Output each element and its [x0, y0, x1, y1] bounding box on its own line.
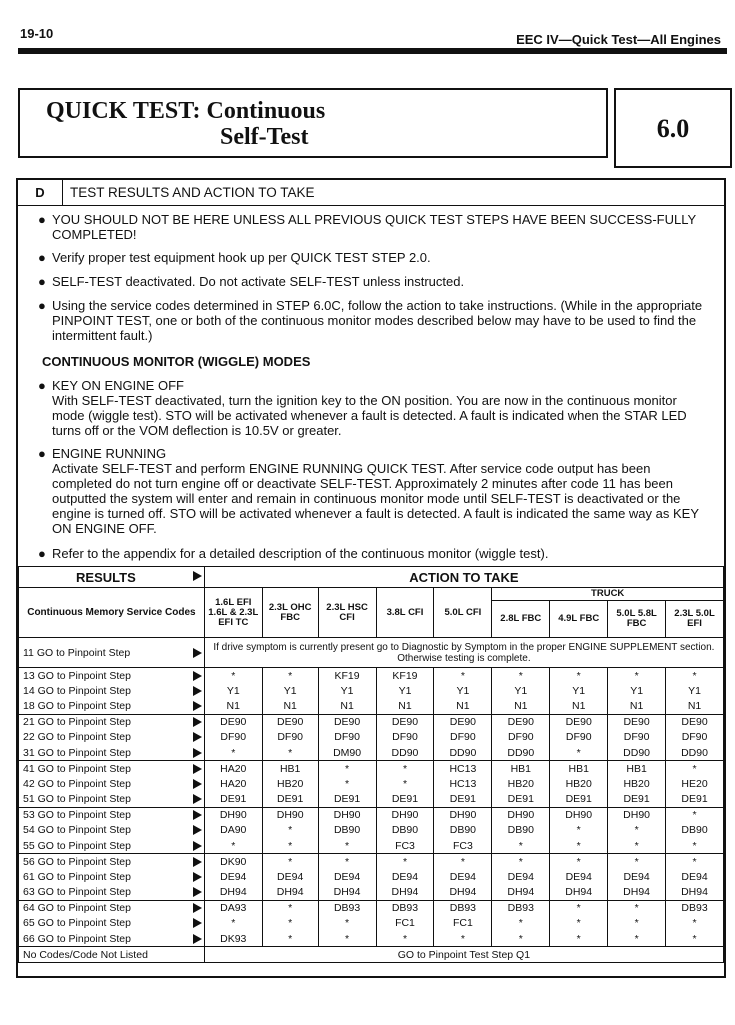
action-cell: * [318, 776, 376, 792]
code-label: 42 GO to Pinpoint Step [23, 777, 131, 790]
action-cell: Y1 [492, 683, 550, 699]
action-cell: * [550, 900, 608, 916]
bullet-text: SELF-TEST deactivated. Do not activate SELF-TEST unless instructed. [52, 274, 465, 289]
action-cell: DB93 [666, 900, 724, 916]
action-cell: DE91 [666, 792, 724, 808]
action-cell: DB90 [492, 823, 550, 839]
bullet-dot-icon: ● [38, 546, 46, 561]
bullet-text: Verify proper test equipment hook up per QUICK TEST STEP 2.0. [52, 250, 431, 265]
action-cell: * [262, 931, 318, 947]
table-row [19, 823, 724, 839]
code-label: 66 GO to Pinpoint Step [23, 932, 131, 945]
code-label: 18 GO to Pinpoint Step [23, 700, 131, 712]
action-cell: DE90 [376, 714, 434, 730]
engine-header: 5.0L 5.8L FBC [608, 601, 666, 638]
code-cell [19, 792, 205, 808]
action-cell: * [434, 931, 492, 947]
action-cell: N1 [434, 699, 492, 715]
action-cell: DE90 [492, 714, 550, 730]
action-cell: DE91 [376, 792, 434, 808]
action-cell: DB90 [434, 823, 492, 839]
action-cell: * [608, 668, 666, 684]
code-label: 61 GO to Pinpoint Step [23, 870, 131, 883]
action-cell: HB20 [550, 776, 608, 792]
action-cell: DD90 [608, 745, 666, 761]
arrow-right-icon [193, 810, 202, 820]
action-cell: * [376, 776, 434, 792]
action-cell: DE91 [492, 792, 550, 808]
bullet-dot-icon: ● [38, 446, 46, 461]
arrow-right-icon [193, 794, 202, 804]
action-cell: DH90 [204, 807, 262, 823]
action-cell: DB93 [434, 900, 492, 916]
table-row [19, 807, 724, 823]
action-cell: * [376, 854, 434, 870]
action-cell: * [434, 854, 492, 870]
action-cell: DH94 [262, 885, 318, 901]
code-cell [19, 668, 205, 684]
action-cell: N1 [376, 699, 434, 715]
bullet-dot-icon: ● [38, 250, 46, 265]
action-cell: * [204, 745, 262, 761]
action-cell: DE94 [434, 869, 492, 885]
arrow-right-icon [193, 648, 202, 658]
action-cell: HB20 [608, 776, 666, 792]
action-cell: DE91 [262, 792, 318, 808]
action-cell: DE94 [492, 869, 550, 885]
title-line-2: Self-Test [220, 124, 309, 150]
action-cell: N1 [318, 699, 376, 715]
action-cell: * [318, 761, 376, 777]
action-cell: DE91 [318, 792, 376, 808]
action-cell: * [262, 668, 318, 684]
code-label: 11 GO to Pinpoint Step [23, 646, 131, 659]
arrow-right-icon [193, 887, 202, 897]
results-label: RESULTS [76, 569, 136, 585]
action-cell: FC3 [434, 838, 492, 854]
code-label: 55 GO to Pinpoint Step [23, 839, 131, 852]
appendix-note [38, 546, 708, 561]
code-label: 65 GO to Pinpoint Step [23, 917, 131, 930]
action-cell: FC1 [376, 916, 434, 932]
arrow-right-icon [193, 872, 202, 882]
mode-item [38, 378, 708, 438]
bullet-text: YOU SHOULD NOT BE HERE UNLESS ALL PREVIOUS QUICK TEST STEPS HAVE BEEN SUCCESS-FULLY COMPLETED! [52, 212, 696, 242]
action-cell: DB93 [318, 900, 376, 916]
action-cell: DF90 [434, 730, 492, 746]
action-cell: DF90 [608, 730, 666, 746]
code-cell [19, 745, 205, 761]
code-cell [19, 931, 205, 947]
engine-header: 5.0L CFI [434, 588, 492, 638]
code-cell [19, 885, 205, 901]
code-11-note: If drive symptom is currently present go to Diagnostic by Symptom in the proper ENGINE SUPPLEMENT section. Otherwise testing is complete. [204, 638, 723, 668]
action-cell: HB1 [262, 761, 318, 777]
action-cell: DE90 [262, 714, 318, 730]
code-label: 31 GO to Pinpoint Step [23, 746, 131, 759]
table-row [19, 668, 724, 684]
arrow-right-icon [193, 686, 202, 696]
action-cell: * [666, 807, 724, 823]
action-cell: DE94 [608, 869, 666, 885]
arrow-right-icon [193, 841, 202, 851]
action-cell: * [608, 823, 666, 839]
action-cell: DH94 [204, 885, 262, 901]
action-cell: DH90 [492, 807, 550, 823]
action-cell: * [608, 931, 666, 947]
action-cell: DA90 [204, 823, 262, 839]
action-cell: * [666, 761, 724, 777]
code-cell [19, 761, 205, 777]
action-cell: KF19 [318, 668, 376, 684]
action-cell: * [318, 916, 376, 932]
code-cell [19, 823, 205, 839]
action-cell: DF90 [666, 730, 724, 746]
title-line-1: QUICK TEST: Continuous [46, 98, 326, 124]
mode-item [38, 446, 708, 536]
engine-header: 2.3L OHC FBC [262, 588, 318, 638]
code-label: 22 GO to Pinpoint Step [23, 731, 131, 744]
action-cell: HE20 [666, 776, 724, 792]
page-number: 19-10 [20, 26, 54, 41]
action-cell: N1 [608, 699, 666, 715]
action-cell: DD90 [434, 745, 492, 761]
table-row [19, 792, 724, 808]
arrow-right-icon [193, 671, 202, 681]
action-header: ACTION TO TAKE [204, 567, 723, 588]
action-cell: * [666, 668, 724, 684]
action-cell: * [492, 854, 550, 870]
code-cell [19, 807, 205, 823]
action-cell: DE91 [608, 792, 666, 808]
section-title: TEST RESULTS AND ACTION TO TAKE [70, 185, 315, 200]
action-cell: DE90 [318, 714, 376, 730]
table-row [19, 916, 724, 932]
action-cell: * [608, 900, 666, 916]
results-header [19, 567, 205, 588]
action-cell: * [492, 931, 550, 947]
action-cell: * [376, 931, 434, 947]
code-cell [19, 699, 205, 715]
action-cell: * [204, 838, 262, 854]
bullet-dot-icon: ● [38, 378, 46, 393]
action-cell: DE94 [376, 869, 434, 885]
action-cell: DF90 [204, 730, 262, 746]
code-label: 64 GO to Pinpoint Step [23, 902, 131, 914]
action-cell: Y1 [666, 683, 724, 699]
table-row [19, 730, 724, 746]
action-cell: Y1 [550, 683, 608, 699]
action-cell: * [666, 931, 724, 947]
action-cell: DH90 [376, 807, 434, 823]
footer-label: No Codes/Code Not Listed [19, 947, 205, 963]
code-cell [19, 916, 205, 932]
action-cell: DH90 [434, 807, 492, 823]
action-cell: DH94 [318, 885, 376, 901]
action-cell: HB1 [608, 761, 666, 777]
codes-header: Continuous Memory Service Codes [19, 588, 205, 638]
code-cell [19, 838, 205, 854]
running-header: EEC IV—Quick Test—All Engines [516, 32, 721, 47]
action-cell: HC13 [434, 761, 492, 777]
action-cell: * [262, 823, 318, 839]
action-cell: DE94 [262, 869, 318, 885]
results-table [18, 566, 724, 963]
action-cell: * [550, 745, 608, 761]
table-row [19, 854, 724, 870]
action-cell: * [262, 745, 318, 761]
mode-text: Activate SELF-TEST and perform ENGINE RUNNING QUICK TEST. After service code output has been completed do not turn engine off or deactivate SELF-TEST. Approximately 2 minutes after code 11 has been outputted the system will enter and remain in continuous monitor mode until SELF-TEST is deactivated or the engine is turned off. STO will be activated whenever a fault is detected. A fault is indicated the same way as KEY ON ENGINE OFF. [52, 461, 699, 536]
action-cell: * [204, 916, 262, 932]
action-cell: * [608, 838, 666, 854]
code-label: 13 GO to Pinpoint Step [23, 669, 131, 682]
action-cell: * [666, 838, 724, 854]
action-cell: HC13 [434, 776, 492, 792]
bullet-dot-icon: ● [38, 274, 46, 289]
action-cell: N1 [492, 699, 550, 715]
section-letter: D [18, 180, 63, 205]
action-cell: HA20 [204, 761, 262, 777]
action-cell: DE94 [666, 869, 724, 885]
bullet-text: Using the service codes determined in STEP 6.0C, follow the action to take instructions. (While in the appropriate PINPOINT TEST, one or both of the continuous monitor modes described below may have to be used to find the intermittent fault.) [52, 298, 703, 343]
code-cell [19, 869, 205, 885]
table-row [19, 900, 724, 916]
table-row [19, 745, 724, 761]
title-box [18, 88, 608, 158]
monitor-heading: CONTINUOUS MONITOR (WIGGLE) MODES [42, 354, 311, 369]
table-row [19, 699, 724, 715]
action-cell: Y1 [376, 683, 434, 699]
code-cell [19, 714, 205, 730]
arrow-right-icon [193, 934, 202, 944]
bullet-dot-icon: ● [38, 212, 46, 227]
action-cell: DE94 [318, 869, 376, 885]
code-label: 51 GO to Pinpoint Step [23, 793, 131, 805]
action-cell: DB90 [376, 823, 434, 839]
bullet-item [38, 274, 708, 289]
arrow-right-icon [193, 701, 202, 711]
section-number: 6.0 [656, 114, 690, 143]
arrow-right-icon [193, 732, 202, 742]
action-cell: DE90 [666, 714, 724, 730]
action-cell: DF90 [262, 730, 318, 746]
action-cell: * [666, 854, 724, 870]
action-cell: DH94 [550, 885, 608, 901]
action-cell: Y1 [262, 683, 318, 699]
action-cell: N1 [262, 699, 318, 715]
table-row [19, 714, 724, 730]
table-row [19, 838, 724, 854]
action-cell: * [262, 916, 318, 932]
code-label: 56 GO to Pinpoint Step [23, 855, 131, 868]
action-cell: FC1 [434, 916, 492, 932]
code-cell [19, 900, 205, 916]
action-cell: * [262, 900, 318, 916]
action-cell: DH94 [492, 885, 550, 901]
action-cell: DH94 [608, 885, 666, 901]
action-cell: * [204, 668, 262, 684]
action-cell: DH94 [666, 885, 724, 901]
action-cell: DH90 [318, 807, 376, 823]
action-cell: DE90 [434, 714, 492, 730]
engine-header: 4.9L FBC [550, 601, 608, 638]
action-cell: DD90 [666, 745, 724, 761]
action-cell: * [492, 668, 550, 684]
action-cell: DH90 [262, 807, 318, 823]
bullet-item [38, 298, 708, 343]
action-cell: DK90 [204, 854, 262, 870]
action-cell: DH90 [608, 807, 666, 823]
code-label: 21 GO to Pinpoint Step [23, 716, 131, 728]
action-cell: * [434, 668, 492, 684]
mode-name: ENGINE RUNNING [52, 446, 167, 461]
action-cell: DH94 [434, 885, 492, 901]
action-cell: * [376, 761, 434, 777]
action-cell: * [550, 931, 608, 947]
action-cell: DE91 [204, 792, 262, 808]
code-cell [19, 776, 205, 792]
action-cell: HB1 [550, 761, 608, 777]
arrow-right-icon [193, 764, 202, 774]
action-cell: Y1 [608, 683, 666, 699]
section-number-box [614, 88, 732, 168]
action-cell: * [608, 854, 666, 870]
action-cell: DB93 [492, 900, 550, 916]
action-cell: DD90 [376, 745, 434, 761]
action-cell: HA20 [204, 776, 262, 792]
action-cell: DH94 [376, 885, 434, 901]
action-cell: DE94 [204, 869, 262, 885]
action-cell: FC3 [376, 838, 434, 854]
action-cell: DE90 [204, 714, 262, 730]
action-cell: * [550, 854, 608, 870]
code-label: 63 GO to Pinpoint Step [23, 886, 131, 898]
mode-name: KEY ON ENGINE OFF [52, 378, 184, 393]
action-cell: DK93 [204, 931, 262, 947]
action-cell: N1 [550, 699, 608, 715]
code-label: 53 GO to Pinpoint Step [23, 809, 131, 821]
arrow-right-icon [193, 857, 202, 867]
engine-header: 2.3L HSC CFI [318, 588, 376, 638]
table-row [19, 776, 724, 792]
code-label: 41 GO to Pinpoint Step [23, 762, 131, 775]
action-cell: * [318, 931, 376, 947]
appendix-text: Refer to the appendix for a detailed description of the continuous monitor (wiggle test). [52, 546, 549, 561]
action-cell: DE91 [434, 792, 492, 808]
arrow-right-icon [193, 571, 202, 581]
arrow-right-icon [193, 779, 202, 789]
bullet-item [38, 250, 708, 265]
engine-header: 2.8L FBC [492, 601, 550, 638]
action-cell: DD90 [492, 745, 550, 761]
action-cell: DE90 [608, 714, 666, 730]
action-cell: DF90 [492, 730, 550, 746]
action-cell: * [318, 854, 376, 870]
action-cell: HB20 [492, 776, 550, 792]
action-cell: DE91 [550, 792, 608, 808]
code-label: 14 GO to Pinpoint Step [23, 684, 131, 697]
action-cell: * [550, 668, 608, 684]
action-cell: * [492, 838, 550, 854]
bullet-item [38, 212, 708, 242]
mode-text: With SELF-TEST deactivated, turn the ignition key to the ON position. You are now in the continuous monitor mode (wiggle test). STO will be activated whenever a fault is detected. A fault is indicated when the STAR LED turns off or the VOM deflection is 10.5V or greater. [52, 393, 687, 438]
action-cell: Y1 [318, 683, 376, 699]
action-cell: N1 [666, 699, 724, 715]
action-cell: * [492, 916, 550, 932]
engine-header: 3.8L CFI [376, 588, 434, 638]
action-cell: DM90 [318, 745, 376, 761]
table-row [19, 683, 724, 699]
arrow-right-icon [193, 717, 202, 727]
arrow-right-icon [193, 825, 202, 835]
action-cell: DF90 [318, 730, 376, 746]
action-cell: KF19 [376, 668, 434, 684]
arrow-right-icon [193, 918, 202, 928]
footer-action: GO to Pinpoint Test Step Q1 [204, 947, 723, 963]
action-cell: DF90 [376, 730, 434, 746]
action-cell: Y1 [434, 683, 492, 699]
code-cell [19, 730, 205, 746]
action-cell: * [262, 854, 318, 870]
action-cell: DH90 [550, 807, 608, 823]
action-cell: DE90 [550, 714, 608, 730]
bullet-dot-icon: ● [38, 298, 46, 313]
action-cell: DE94 [550, 869, 608, 885]
table-row [19, 761, 724, 777]
action-cell: * [608, 916, 666, 932]
action-cell: * [318, 838, 376, 854]
action-cell: HB20 [262, 776, 318, 792]
action-cell: DF90 [550, 730, 608, 746]
action-cell: N1 [204, 699, 262, 715]
code-cell [19, 683, 205, 699]
engine-header: 1.6L EFI 1.6L & 2.3L EFI TC [204, 588, 262, 638]
arrow-right-icon [193, 748, 202, 758]
table-row [19, 931, 724, 947]
action-cell: * [550, 823, 608, 839]
code-cell [19, 638, 205, 668]
code-label: 54 GO to Pinpoint Step [23, 824, 131, 837]
action-cell: HB1 [492, 761, 550, 777]
action-cell: * [550, 838, 608, 854]
action-cell: * [550, 916, 608, 932]
header-rule [18, 48, 727, 54]
arrow-right-icon [193, 903, 202, 913]
engine-header: 2.3L 5.0L EFI [666, 601, 724, 638]
section-header [18, 180, 724, 206]
table-row [19, 869, 724, 885]
action-cell: DA93 [204, 900, 262, 916]
table-row [19, 885, 724, 901]
action-cell: * [666, 916, 724, 932]
action-cell: * [262, 838, 318, 854]
code-cell [19, 854, 205, 870]
truck-header: TRUCK [492, 588, 724, 601]
test-results-panel [16, 178, 726, 978]
action-cell: Y1 [204, 683, 262, 699]
action-cell: DB93 [376, 900, 434, 916]
action-cell: DB90 [666, 823, 724, 839]
action-cell: DB90 [318, 823, 376, 839]
